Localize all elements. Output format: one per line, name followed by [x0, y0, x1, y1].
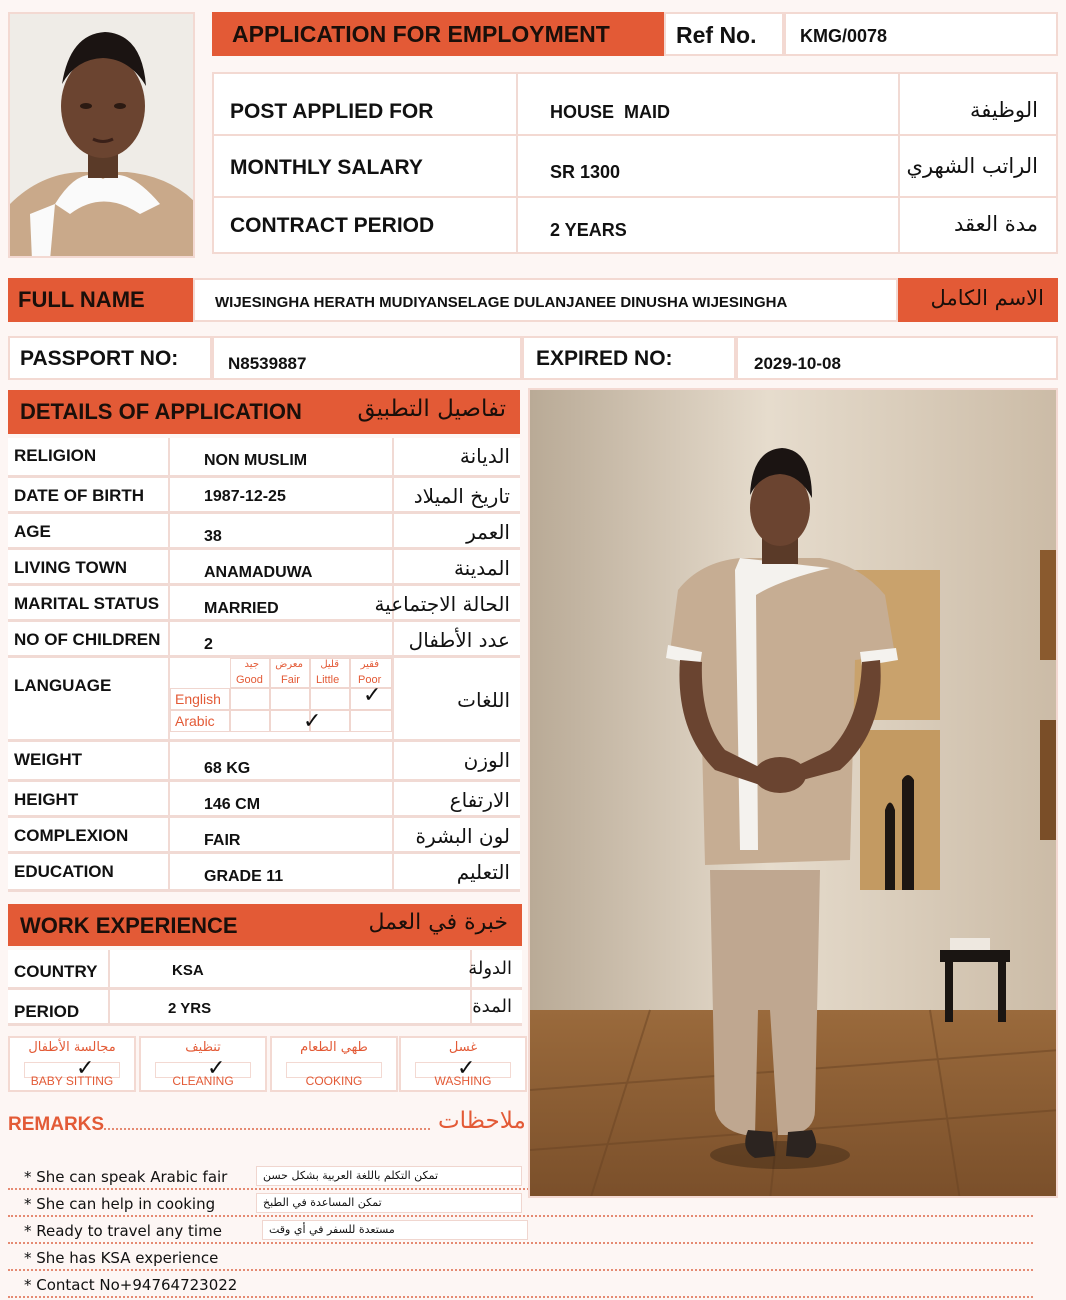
period-arabic: المدة [472, 996, 512, 1017]
height-arabic: الارتفاع [449, 788, 510, 812]
full-name-label: FULL NAME [18, 287, 145, 312]
language-arabic-name: Arabic [175, 713, 215, 729]
religion-label: RELIGION [14, 446, 97, 465]
period-value: 2 YRS [168, 1000, 212, 1017]
ref-value: KMG/0078 [800, 26, 888, 46]
weight-value: 68 KG [204, 760, 251, 777]
work-experience-header [8, 904, 522, 946]
full-name-value-cell [193, 278, 898, 322]
detail-row-language [8, 658, 520, 742]
remark-3-arabic: مستعدة للسفر في أي وقت [262, 1220, 528, 1240]
complexion-label: COMPLEXION [14, 826, 129, 845]
height-label: HEIGHT [14, 790, 79, 809]
full-body-photo [528, 388, 1058, 1198]
expiry-label: EXPIRED NO: [536, 347, 673, 370]
full-name-value: WIJESINGHA HERATH MUDIYANSELAGE DULANJANEE DINUSHA WIJESINGHA [215, 294, 788, 311]
skill-washing [399, 1036, 527, 1092]
children-label: NO OF CHILDREN [14, 630, 161, 649]
remark-3: * Ready to travel any time [24, 1222, 222, 1240]
detail-row-marital [8, 586, 520, 622]
marital-arabic: الحالة الاجتماعية [374, 592, 510, 616]
washing-check-icon: ✓ [457, 1056, 476, 1081]
application-title-bar [212, 12, 664, 56]
skill-cooking [270, 1036, 398, 1092]
detail-row-height [8, 782, 520, 818]
religion-value: NON MUSLIM [204, 452, 308, 469]
detail-row-religion [8, 438, 520, 478]
portrait-photo [8, 12, 195, 258]
expiry-label-cell [522, 336, 736, 380]
detail-row-age [8, 514, 520, 550]
remark-2-arabic: تمكن المساعدة في الطبخ [256, 1193, 522, 1213]
dob-value: 1987-12-25 [204, 488, 286, 505]
skill-cleaning [139, 1036, 267, 1092]
details-title: DETAILS OF APPLICATION [20, 399, 302, 424]
post-applied-value: HOUSE MAID [550, 102, 671, 122]
full-name-arabic-cell [898, 278, 1058, 322]
post-applied-arabic: الوظيفة [969, 98, 1038, 122]
full-name-label-cell [8, 278, 193, 322]
skill-cleaning-label: CLEANING [172, 1074, 234, 1088]
height-value: 146 CM [204, 796, 261, 813]
monthly-salary-arabic: الراتب الشهري [906, 154, 1038, 178]
skill-cleaning-arabic: تنظيف [185, 1040, 221, 1055]
detail-row-complexion [8, 818, 520, 854]
work-row-period [8, 990, 522, 1026]
education-arabic: التعليم [456, 860, 510, 884]
contract-period-arabic: مدة العقد [954, 212, 1038, 236]
passport-label-cell [8, 336, 212, 380]
complexion-arabic: لون البشرة [415, 824, 510, 848]
skill-cooking-label: COOKING [305, 1074, 363, 1088]
dob-arabic: تاريخ الميلاد [413, 484, 510, 508]
level-fair: Fair [281, 674, 300, 686]
marital-value: MARRIED [204, 600, 279, 617]
marital-label: MARITAL STATUS [14, 594, 160, 613]
country-arabic: الدولة [468, 958, 512, 979]
application-title: APPLICATION FOR EMPLOYMENT [232, 21, 610, 47]
skill-baby-sitting-label: BABY SITTING [30, 1074, 114, 1088]
passport-value: N8539887 [228, 354, 307, 373]
education-value: GRADE 11 [204, 868, 284, 885]
remark-1-arabic: تمكن التكلم باللغة العربية بشكل حسن [256, 1166, 522, 1186]
arabic-check-icon: ✓ [303, 709, 322, 734]
detail-row-children [8, 622, 520, 658]
cleaning-check-icon: ✓ [207, 1056, 226, 1081]
monthly-salary-value: SR 1300 [550, 162, 621, 182]
detail-row-town [8, 550, 520, 586]
country-value: KSA [172, 962, 204, 979]
level-little: Little [316, 674, 340, 686]
age-arabic: العمر [466, 520, 510, 544]
contract-period-value: 2 YEARS [550, 220, 627, 240]
dob-label: DATE OF BIRTH [14, 486, 145, 505]
monthly-salary-label: MONTHLY SALARY [230, 156, 423, 179]
children-value: 2 [204, 636, 213, 653]
passport-value-cell [212, 336, 522, 380]
complexion-value: FAIR [204, 832, 241, 849]
work-experience-title-arabic: خبرة في العمل [368, 910, 508, 935]
skill-cooking-arabic: طهي الطعام [300, 1040, 368, 1055]
work-row-country [8, 950, 522, 990]
full-name-arabic: الاسم الكامل [930, 286, 1044, 310]
details-title-arabic: تفاصيل التطبيق [357, 396, 506, 422]
level-little-arabic: قليل [320, 659, 339, 670]
country-label: COUNTRY [14, 962, 98, 981]
religion-arabic: الديانة [459, 444, 510, 468]
remarks-arabic: ملاحظات [438, 1108, 526, 1134]
education-label: EDUCATION [14, 862, 114, 881]
remarks-label: REMARKS [8, 1114, 105, 1135]
remark-4: * She has KSA experience [24, 1249, 219, 1267]
children-arabic: عدد الأطفال [408, 628, 510, 652]
skill-washing-label: WASHING [434, 1074, 492, 1088]
remark-5: * Contact No+94764723022 [24, 1276, 238, 1294]
level-fair-arabic: معرض [275, 659, 303, 670]
skill-washing-arabic: غسل [448, 1040, 478, 1055]
detail-row-weight [8, 742, 520, 782]
language-english: English [175, 691, 221, 707]
ref-value-cell [784, 12, 1058, 56]
age-label: AGE [14, 522, 51, 541]
remark-2: * She can help in cooking [24, 1195, 216, 1213]
baby-sitting-check-icon: ✓ [76, 1056, 95, 1081]
town-value: ANAMADUWA [204, 564, 313, 581]
remark-1: * She can speak Arabic fair [24, 1168, 228, 1186]
ref-label: Ref No. [676, 22, 757, 48]
skill-baby-sitting [8, 1036, 136, 1092]
job-info-table [212, 72, 1058, 254]
weight-arabic: الوزن [463, 748, 510, 772]
level-poor-arabic: فقير [360, 659, 379, 670]
period-label: PERIOD [14, 1002, 80, 1021]
passport-label: PASSPORT NO: [20, 347, 179, 370]
work-experience-title: WORK EXPERIENCE [20, 913, 238, 938]
skill-baby-sitting-arabic: مجالسة الأطفال [28, 1040, 116, 1055]
level-poor: Poor [358, 674, 382, 686]
expiry-value: 2029-10-08 [754, 354, 841, 373]
level-good: Good [236, 674, 263, 686]
weight-label: WEIGHT [14, 750, 82, 769]
age-value: 38 [204, 528, 222, 545]
expiry-value-cell [736, 336, 1058, 380]
level-good-arabic: جيد [244, 659, 259, 670]
post-applied-label: POST APPLIED FOR [230, 100, 434, 123]
details-header [8, 390, 520, 434]
language-arabic: اللغات [457, 688, 510, 712]
contract-period-label: CONTRACT PERIOD [230, 214, 435, 237]
ref-label-cell [664, 12, 784, 56]
detail-row-education [8, 854, 520, 892]
english-check-icon: ✓ [363, 683, 382, 708]
detail-row-dob [8, 478, 520, 514]
language-label: LANGUAGE [14, 676, 112, 695]
town-arabic: المدينة [453, 556, 510, 580]
town-label: LIVING TOWN [14, 558, 128, 577]
